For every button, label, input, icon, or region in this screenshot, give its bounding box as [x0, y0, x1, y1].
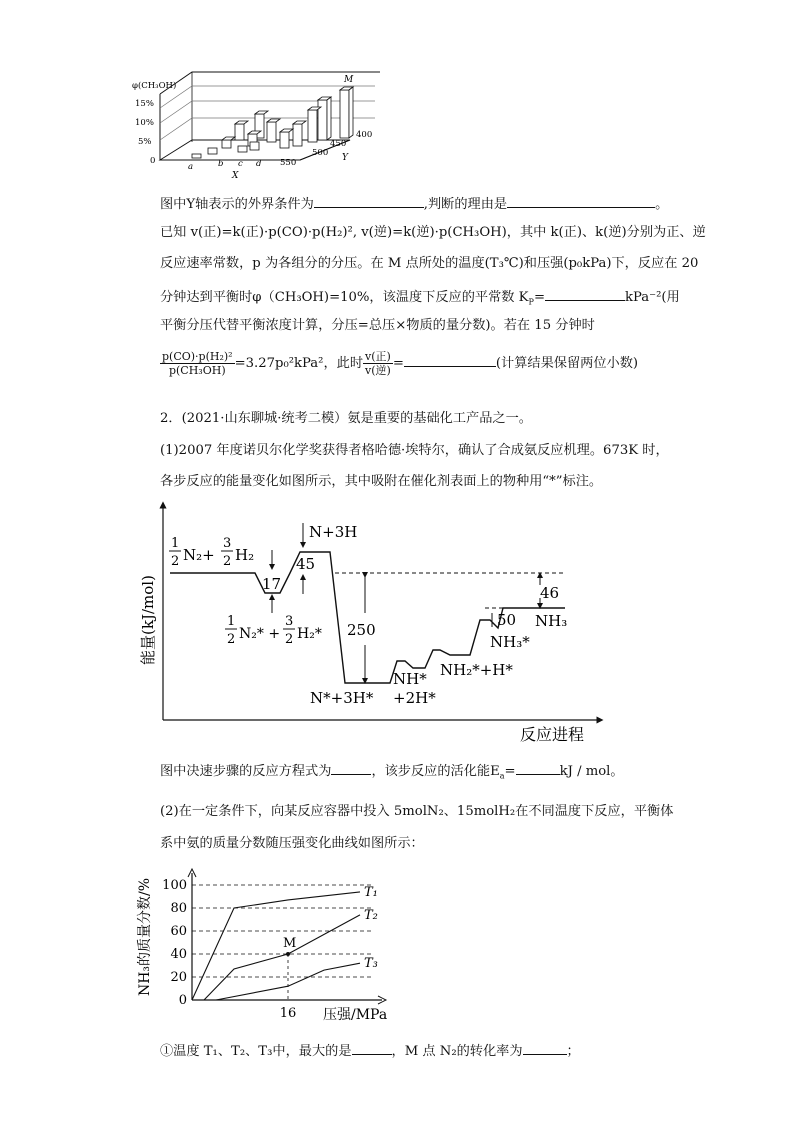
q1-text: ,判断的理由是 — [423, 197, 508, 212]
fig1-ycat: 450 — [330, 139, 347, 149]
q2-text: kJ / mol。 — [559, 764, 624, 779]
q2-q-a — [160, 760, 660, 786]
frac-ads2-num: 3 — [285, 614, 294, 629]
label-NHstar: NH* — [393, 670, 427, 688]
q2-p1: (1)2007 年度诺贝尔化学奖获得者格哈德·埃特尔，确认了合成氨反应机理。673K 时， — [160, 443, 669, 458]
q2-text: ，该步反应的活化能E — [371, 764, 500, 779]
frac-half-den: 2 — [171, 554, 180, 569]
fig1-ycat: 500 — [312, 148, 329, 158]
chart-xlabel: 压强/MPa — [323, 1007, 388, 1023]
frac-ads-den: 2 — [227, 632, 236, 647]
answer-blank[interactable] — [314, 193, 424, 208]
series-label: T₁ — [364, 884, 378, 900]
nh3-line-chart — [135, 862, 395, 1027]
label-NH3star: NH₃* — [490, 633, 530, 651]
q2-p4: 系中氨的质量分数随压强变化曲线如图所示： — [160, 836, 424, 851]
label-46: 46 — [540, 584, 560, 602]
fig1-xcat: d — [256, 159, 262, 169]
y-tick-label: 0 — [178, 993, 187, 1008]
y-tick-label: 40 — [170, 947, 187, 962]
label-N3H: N+3H — [309, 523, 358, 541]
label-NH2: NH₂*+H* — [440, 661, 513, 679]
q2-p2: 各步反应的能量变化如图所示，其中吸附在催化剂表面上的物种用“*”标注。 — [160, 474, 603, 489]
q1-text: = — [533, 290, 545, 305]
fig1-ytick: 5% — [138, 137, 152, 147]
q2-p3: (2)在一定条件下，向某反应容器中投入 5molN₂、15molH₂在不同温度下反应，平衡体 — [160, 804, 674, 819]
q1-line1 — [160, 193, 669, 214]
energy-diagram — [135, 495, 610, 750]
answer-blank[interactable] — [352, 1040, 392, 1055]
y-tick-label: 100 — [162, 878, 187, 893]
fig1-ycat: 550 — [280, 158, 297, 168]
fig1-ycat: 400 — [356, 130, 373, 140]
q1-line3: 反应速率常数，p 为各组分的分压。在 M 点所处的温度(T₃℃)和压强(p₀kPa)下，反应在 20 — [160, 256, 699, 271]
frac-three-num: 3 — [223, 536, 232, 551]
q1-sub: P — [528, 297, 534, 307]
x-tick-label: 16 — [279, 1006, 297, 1021]
label-17: 17 — [262, 575, 282, 593]
fig1-xcat: b — [218, 159, 224, 169]
answer-blank[interactable] — [507, 193, 655, 208]
y-tick-label: 80 — [170, 901, 187, 916]
q1-text: (计算结果保留两位小数) — [495, 356, 639, 371]
q1-text: 图中Y轴表示的外界条件为 — [160, 197, 314, 212]
fig1-xlabel: X — [232, 171, 239, 181]
start-label-h2: H₂ — [235, 546, 255, 564]
chart-ylabel: NH₃的质量分数/% — [137, 877, 153, 997]
label-NH3: NH₃ — [535, 612, 568, 630]
q2-text: 图中决速步骤的反应方程式为 — [160, 764, 332, 779]
q1-line2: 已知 v(正)=k(正)·p(CO)·p(H₂)², v(逆)=k(逆)·p(CH₃OH)，其中 k(正)、k(逆)分别为正、逆 — [160, 225, 706, 240]
fig1-xcat: c — [238, 159, 243, 169]
q2-sub: a — [499, 771, 505, 781]
q1-line6 — [160, 350, 660, 390]
fraction: $\frac{\text{p(CO)·p(H₂)²}}{\text{p(CH₃OH)}}$ — [162, 350, 233, 377]
q2-text: ①温度 T₁、T₂、T₃中，最大的是 — [160, 1044, 352, 1059]
fig1-marker: M — [344, 75, 354, 85]
label-Nstar: N*+3H* — [310, 689, 374, 707]
fraction: $\frac{\text{v(正)}}{\text{v(逆)}}$ — [365, 350, 391, 377]
q1-text: = — [392, 356, 404, 371]
label-50: 50 — [497, 611, 517, 629]
label-2H: +2H* — [393, 689, 436, 707]
q2-q2 — [160, 1040, 660, 1061]
fig1-xcat: a — [188, 162, 194, 172]
frac-ads-num: 1 — [227, 614, 236, 629]
q1-text: kPa⁻²(用 — [625, 290, 680, 305]
ads-label2: H₂* — [297, 626, 322, 642]
frac-ads2-den: 2 — [285, 632, 294, 647]
q1-text: 分钟达到平衡时φ（CH₃OH)=10%，该温度下反应的平常数 K — [160, 290, 529, 305]
q1-text: =3.27p₀²kPa²，此时 — [234, 356, 364, 371]
ads-label: N₂* + — [239, 626, 281, 642]
energy-xlabel: 反应进程 — [520, 725, 585, 744]
frac-half-num: 1 — [171, 536, 180, 551]
fig1-ylabel2: Y — [342, 153, 348, 163]
frac-three-den: 2 — [223, 554, 232, 569]
m-label: M — [283, 936, 297, 951]
answer-blank[interactable] — [331, 760, 371, 775]
q2-text: ，M 点 N₂的转化率为 — [391, 1044, 523, 1059]
q2-title: 2．(2021·山东聊城·统考二模）氨是重要的基础化工产品之一。 — [160, 411, 532, 426]
q1-text: 。 — [655, 197, 669, 212]
series-label: T₂ — [364, 907, 378, 923]
q1-line5: 平衡分压代替平衡浓度计算，分压=总压×物质的量分数)。若在 15 分钟时 — [160, 318, 595, 333]
fig1-ytick: 0 — [150, 156, 156, 166]
label-45: 45 — [296, 555, 316, 573]
q2-text: = — [504, 764, 516, 779]
answer-blank[interactable] — [545, 286, 625, 301]
fig1-ytick: 15% — [135, 99, 154, 109]
start-label: N₂+ — [183, 546, 215, 564]
series-label: T₃ — [364, 956, 378, 972]
y-tick-label: 20 — [170, 970, 187, 985]
fig1-ytick: 10% — [135, 118, 154, 128]
y-tick-label: 60 — [170, 924, 187, 939]
fig1-ylabel: φ(CH₃OH) — [132, 81, 177, 91]
answer-blank[interactable] — [523, 1040, 567, 1055]
answer-blank[interactable] — [404, 352, 496, 367]
label-250: 250 — [347, 621, 376, 639]
energy-ylabel: 能量(kJ/mol) — [139, 575, 157, 665]
answer-blank[interactable] — [516, 760, 560, 775]
q2-text: ； — [566, 1044, 580, 1059]
q1-line4 — [160, 286, 680, 312]
figure-3d-bar-chart — [130, 62, 390, 182]
